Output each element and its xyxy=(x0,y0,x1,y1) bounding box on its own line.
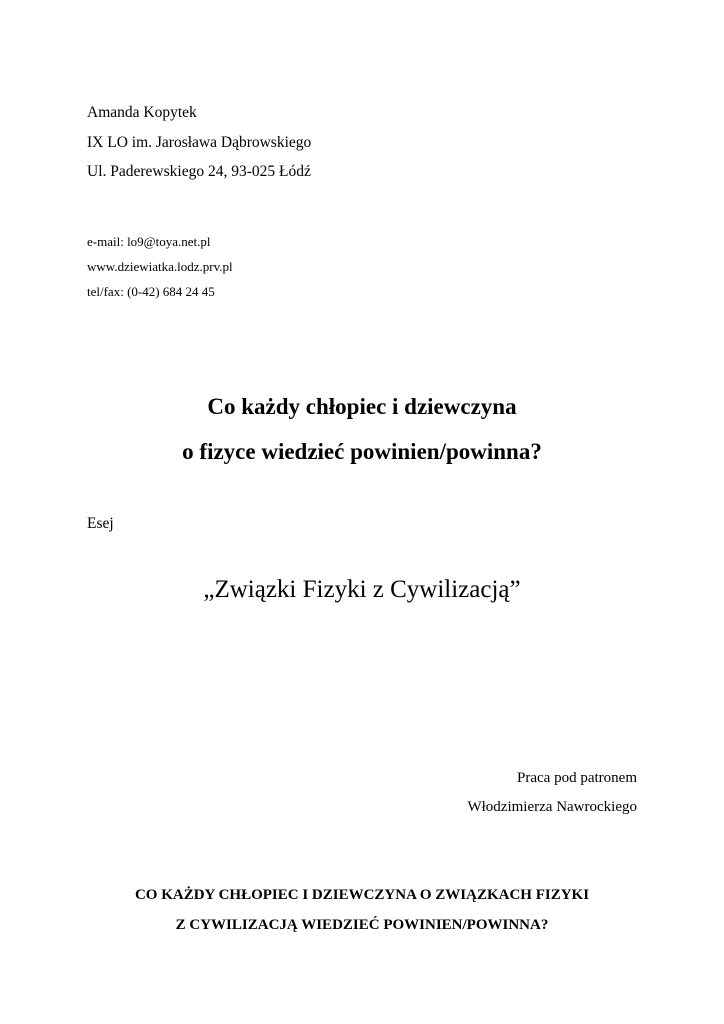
genre-label: Esej xyxy=(87,515,114,532)
contact-email: e-mail: lo9@toya.net.pl xyxy=(87,234,211,249)
author-name: Amanda Kopytek xyxy=(87,104,197,121)
title-line-1: Co każdy chłopiec i dziewczyna xyxy=(207,394,517,419)
school-name: IX LO im. Jarosława Dąbrowskiego xyxy=(87,134,312,151)
title-line-2: o fizyce wiedzieć powinien/powinna? xyxy=(182,439,542,464)
contact-telfax: tel/fax: (0-42) 684 24 45 xyxy=(87,284,215,299)
section-heading-line-1: CO KAŻDY CHŁOPIEC I DZIEWCZYNA O ZWIĄZKACH FIZYKI xyxy=(134,887,590,903)
patronage-line-2: Włodzimierza Nawrockiego xyxy=(467,799,637,815)
essay-subtitle: „Związki Fizyki z Cywilizacją” xyxy=(203,576,521,603)
contact-website: www.dziewiatka.lodz.prv.pl xyxy=(87,259,233,274)
school-address: Ul. Paderewskiego 24, 93-025 Łódź xyxy=(87,163,311,180)
section-heading-line-2: Z CYWILIZACJĄ WIEDZIEĆ POWINIEN/POWINNA? xyxy=(175,917,549,933)
patronage-line-1: Praca pod patronem xyxy=(517,770,637,786)
